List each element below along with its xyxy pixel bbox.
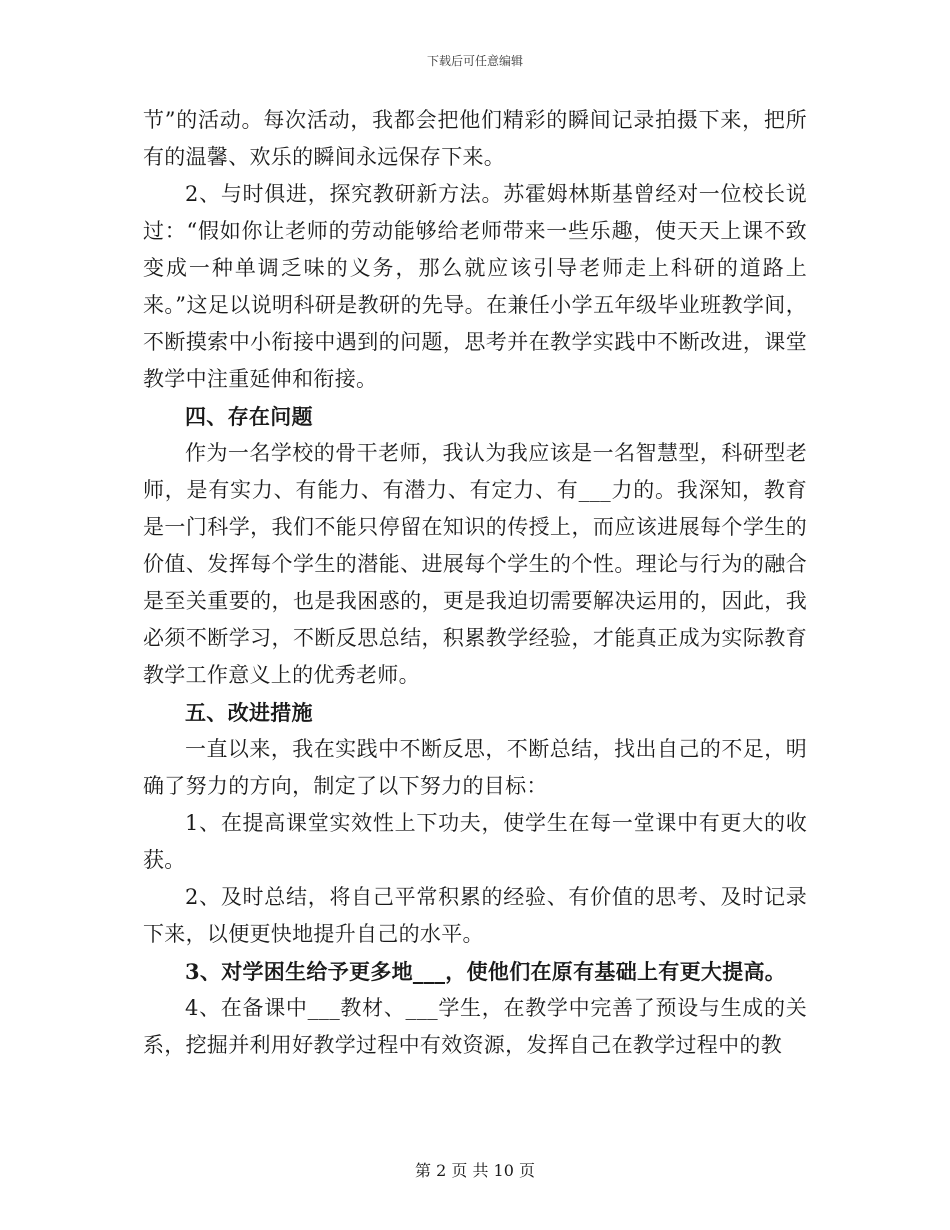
paragraph-research-method: 2、与时俱进，探究教研新方法。苏霍姆林斯基曾经对一位校长说过：“假如你让老师的劳动能够给老师带来一些乐趣，使天天上课不致变成一种单调乏味的义务，那么就应该引导老师走上科研的道路上来。”这足以说明科研是教研的先导。在兼任小学五年级毕业班教学间，不断摸索中小衔接中遇到的问题，思考并在教学实践中不断改进，课堂教学中注重延伸和衔接。	[143, 182, 807, 391]
page-number-footer: 第 2 页 共 10 页	[415, 1161, 535, 1180]
page-header: 下载后可任意编辑	[426, 54, 523, 68]
section-heading-problems: 四、存在问题	[185, 404, 313, 429]
paragraph-improvement-intro: 一直以来，我在实践中不断反思，不断总结，找出自己的不足，明确了努力的方向，制定了以下努力的目标：	[143, 737, 807, 798]
document-body	[143, 102, 807, 1064]
section-heading-improvements: 五、改进措施	[185, 700, 313, 725]
paragraph-problems: 作为一名学校的骨干老师，我认为我应该是一名智慧型，科研型老师，是有实力、有能力、有潜力、有定力、有___力的。我深知，教育是一门科学，我们不能只停留在知识的传授上，而应该进展每个学生的价值、发挥每个学生的潜能、进展每个学生的个性。理论与行为的融合是至关重要的，也是我困惑的，更是我迫切需要解决运用的，因此，我必须不断学习，不断反思总结，积累教学经验，才能真正成为实际教育教学工作意义上的优秀老师。	[143, 441, 807, 687]
paragraph-activity-continuation: 节”的活动。每次活动，我都会把他们精彩的瞬间记录拍摄下来，把所有的温馨、欢乐的瞬间永远保存下来。	[143, 108, 807, 169]
list-item-goal-3: 3、对学困生给予更多地___，使他们在原有基础上有更大提高。	[185, 959, 787, 984]
list-item-goal-1: 1、在提高课堂实效性上下功夫，使学生在每一堂课中有更大的收获。	[143, 811, 807, 872]
list-item-goal-4: 4、在备课中___教材、___学生，在教学中完善了预设与生成的关系，挖掘并利用好教学过程中有效资源，发挥自己在教学过程中的教	[143, 996, 807, 1057]
list-item-goal-2: 2、及时总结，将自己平常积累的经验、有价值的思考、及时记录下来，以便更快地提升自己的水平。	[143, 885, 807, 946]
